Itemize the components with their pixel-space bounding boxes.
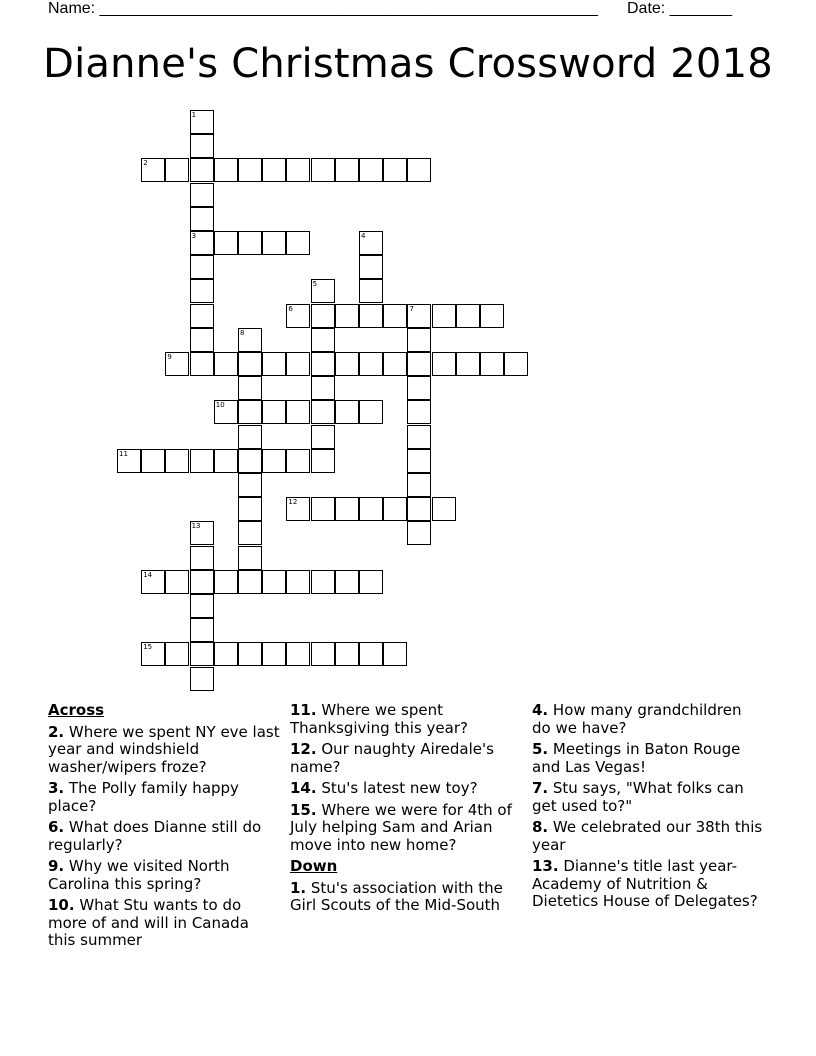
- down-clue-list: [290, 880, 522, 915]
- clue-number: 1.: [290, 878, 307, 897]
- grid-cell[interactable]: [311, 425, 335, 449]
- grid-cell[interactable]: [165, 642, 189, 666]
- name-field[interactable]: Name: ________________________________________________________: [48, 0, 598, 17]
- clue-number-label: 7: [409, 304, 414, 313]
- clue-item: [532, 819, 764, 854]
- grid-cell[interactable]: [383, 642, 407, 666]
- clue-item: [290, 741, 522, 776]
- grid-cell[interactable]: [286, 400, 310, 424]
- clue-number: 9.: [48, 857, 65, 875]
- clue-number-label: 11: [119, 449, 128, 458]
- date-field[interactable]: Date: _______: [627, 0, 732, 17]
- grid-cell[interactable]: [335, 497, 359, 521]
- grid-cell[interactable]: [407, 497, 431, 521]
- grid-cell[interactable]: [238, 642, 262, 666]
- grid-cell[interactable]: [190, 158, 214, 182]
- clue-item: [532, 780, 764, 815]
- clue-number-label: 10: [215, 401, 225, 410]
- grid-cell[interactable]: [311, 304, 335, 328]
- grid-cell[interactable]: [190, 328, 214, 352]
- grid-cell[interactable]: [432, 304, 456, 328]
- clue-item: [290, 702, 522, 737]
- clue-number-label: 13: [191, 522, 201, 531]
- across-clue-list: [48, 724, 280, 950]
- grid-cell[interactable]: [383, 158, 407, 182]
- grid-cell[interactable]: [214, 400, 238, 424]
- grid-cell[interactable]: [141, 158, 165, 182]
- grid-cell[interactable]: [311, 400, 335, 424]
- clue-text: The Polly family happy place?: [48, 779, 239, 815]
- grid-cell[interactable]: [286, 570, 310, 594]
- clue-number: 3.: [48, 779, 65, 797]
- grid-cell[interactable]: [456, 304, 480, 328]
- grid-cell[interactable]: [311, 570, 335, 594]
- grid-cell[interactable]: [335, 304, 359, 328]
- grid-cell[interactable]: [238, 231, 262, 255]
- clue-text: Stu's latest new toy?: [316, 779, 478, 797]
- grid-cell[interactable]: [432, 352, 456, 376]
- clue-number-label: 15: [143, 643, 153, 652]
- down-clue-list-continued: [532, 702, 764, 911]
- clue-item: [48, 858, 280, 893]
- clue-item: [48, 819, 280, 854]
- clue-number: 2.: [48, 722, 65, 741]
- clue-item: [290, 802, 522, 855]
- grid-cell[interactable]: [214, 231, 238, 255]
- grid-cell[interactable]: [190, 594, 214, 618]
- grid-cell[interactable]: [214, 642, 238, 666]
- clues-column-1: [48, 702, 280, 954]
- grid-cell[interactable]: [311, 279, 335, 303]
- grid-cell[interactable]: [286, 449, 310, 473]
- grid-cell[interactable]: [165, 449, 189, 473]
- grid-cell[interactable]: [286, 158, 310, 182]
- grid-cell[interactable]: [190, 618, 214, 642]
- grid-cell[interactable]: [407, 352, 431, 376]
- grid-cell[interactable]: [286, 352, 310, 376]
- clue-text: Why we visited North Carolina this spring?: [48, 857, 230, 893]
- grid-cell[interactable]: [262, 642, 286, 666]
- grid-cell[interactable]: [141, 449, 165, 473]
- grid-cell[interactable]: [190, 134, 214, 158]
- clue-text: Meetings in Baton Rouge and Las Vegas!: [532, 740, 741, 776]
- clue-text: Where we spent Thanksgiving this year?: [290, 701, 468, 737]
- clue-item: [48, 724, 280, 777]
- grid-cell[interactable]: [190, 255, 214, 279]
- clue-number: 8.: [532, 818, 549, 836]
- clue-number-label: 5: [312, 280, 318, 289]
- grid-cell[interactable]: [311, 497, 335, 521]
- grid-cell[interactable]: [262, 400, 286, 424]
- clue-number-label: 8: [240, 328, 245, 337]
- grid-cell[interactable]: [262, 231, 286, 255]
- clue-number: 7.: [532, 779, 549, 797]
- grid-cell[interactable]: [238, 328, 262, 352]
- grid-cell[interactable]: [383, 497, 407, 521]
- grid-cell[interactable]: [311, 352, 335, 376]
- grid-cell[interactable]: [141, 642, 165, 666]
- clue-item: [532, 741, 764, 776]
- grid-cell[interactable]: [141, 570, 165, 594]
- grid-cell[interactable]: [335, 352, 359, 376]
- clue-text: We celebrated our 38th this year: [532, 818, 763, 854]
- grid-cell[interactable]: [165, 570, 189, 594]
- grid-cell[interactable]: [504, 352, 528, 376]
- grid-cell[interactable]: [238, 521, 262, 545]
- grid-cell[interactable]: [432, 497, 456, 521]
- clue-item: [290, 780, 522, 798]
- grid-cell[interactable]: [286, 497, 310, 521]
- grid-cell[interactable]: [383, 352, 407, 376]
- grid-cell[interactable]: [117, 449, 141, 473]
- grid-cell[interactable]: [359, 158, 383, 182]
- header: [48, 0, 748, 20]
- grid-cell[interactable]: [480, 304, 504, 328]
- grid-cell[interactable]: [407, 425, 431, 449]
- grid-cell[interactable]: [407, 328, 431, 352]
- grid-cell[interactable]: [359, 642, 383, 666]
- grid-cell[interactable]: [214, 158, 238, 182]
- grid-cell[interactable]: [190, 667, 214, 691]
- down-heading: Down: [290, 857, 338, 875]
- grid-cell[interactable]: [335, 642, 359, 666]
- grid-cell[interactable]: [238, 570, 262, 594]
- grid-cell[interactable]: [190, 207, 214, 231]
- grid-cell[interactable]: [359, 352, 383, 376]
- clue-number: 6.: [48, 818, 65, 836]
- grid-cell[interactable]: [238, 473, 262, 497]
- grid-cell[interactable]: [238, 425, 262, 449]
- clue-text: Our naughty Airedale's name?: [290, 740, 494, 776]
- grid-cell[interactable]: [407, 304, 431, 328]
- grid-cell[interactable]: [238, 158, 262, 182]
- grid-cell[interactable]: [238, 352, 262, 376]
- grid-cell[interactable]: [262, 570, 286, 594]
- clue-text: Stu says, "What folks can get used to?": [532, 779, 744, 815]
- grid-cell[interactable]: [190, 352, 214, 376]
- grid-cell[interactable]: [214, 352, 238, 376]
- clue-number: 11.: [290, 701, 317, 719]
- grid-cell[interactable]: [359, 304, 383, 328]
- grid-cell[interactable]: [383, 304, 407, 328]
- grid-cell[interactable]: [359, 231, 383, 255]
- grid-cell[interactable]: [311, 449, 335, 473]
- across-heading: Across: [48, 701, 105, 719]
- grid-cell[interactable]: [311, 158, 335, 182]
- clue-number-label: 6: [288, 304, 293, 313]
- grid-cell[interactable]: [214, 449, 238, 473]
- grid-cell[interactable]: [311, 328, 335, 352]
- clue-item: [48, 780, 280, 815]
- clue-text: What Stu wants to do more of and will in Canada this summer: [48, 896, 249, 949]
- grid-cell[interactable]: [190, 110, 214, 134]
- grid-cell[interactable]: [311, 376, 335, 400]
- clue-number: 5.: [532, 740, 549, 758]
- grid-cell[interactable]: [407, 158, 431, 182]
- clue-number: 4.: [532, 701, 549, 719]
- grid-cell[interactable]: [359, 279, 383, 303]
- grid-cell[interactable]: [407, 449, 431, 473]
- clue-number: 15.: [290, 800, 317, 819]
- grid-cell[interactable]: [359, 570, 383, 594]
- clue-text: How many grandchildren do we have?: [532, 701, 742, 737]
- grid-cell[interactable]: [238, 497, 262, 521]
- grid-cell[interactable]: [456, 352, 480, 376]
- grid-cell[interactable]: [407, 400, 431, 424]
- grid-cell[interactable]: [190, 449, 214, 473]
- grid-cell[interactable]: [335, 570, 359, 594]
- clue-item: [532, 702, 764, 737]
- page-title: Dianne's Christmas Crossword 2018: [43, 41, 773, 87]
- grid-cell[interactable]: [262, 449, 286, 473]
- grid-cell[interactable]: [190, 546, 214, 570]
- grid-cell[interactable]: [165, 352, 189, 376]
- grid-cell[interactable]: [407, 473, 431, 497]
- clue-number: 10.: [48, 896, 75, 914]
- grid-cell[interactable]: [359, 255, 383, 279]
- clue-number: 12.: [290, 740, 317, 758]
- grid-cell[interactable]: [262, 352, 286, 376]
- clue-number-label: 3: [191, 232, 197, 240]
- clue-number-label: 2: [143, 159, 148, 168]
- grid-cell[interactable]: [214, 570, 238, 594]
- grid-cell[interactable]: [359, 497, 383, 521]
- clue-text: What does Dianne still do regularly?: [48, 818, 262, 854]
- across-clue-list-continued: [290, 702, 522, 854]
- clue-item: [48, 897, 280, 950]
- clue-number-label: 14: [143, 570, 153, 579]
- grid-cell[interactable]: [190, 642, 214, 666]
- clues-column-3: [532, 702, 764, 915]
- grid-cell[interactable]: [286, 304, 310, 328]
- clue-text: Where we were for 4th of July helping Sam and Arian move into new home?: [290, 800, 512, 854]
- clue-item: [532, 858, 764, 911]
- clue-number-label: 1: [191, 111, 197, 119]
- clue-number: 13.: [532, 857, 559, 875]
- grid-cell[interactable]: [286, 231, 310, 255]
- grid-cell[interactable]: [238, 546, 262, 570]
- grid-cell[interactable]: [407, 376, 431, 400]
- clue-item: [290, 880, 522, 915]
- clue-number-label: 9: [167, 353, 172, 361]
- clues-column-2: [290, 702, 522, 919]
- grid-cell[interactable]: [165, 158, 189, 182]
- clue-text: Stu's association with the Girl Scouts of the Mid-South: [290, 878, 503, 914]
- grid-cell[interactable]: [286, 642, 310, 666]
- grid-cell[interactable]: [480, 352, 504, 376]
- clue-number-label: 4: [361, 232, 366, 240]
- grid-cell[interactable]: [335, 400, 359, 424]
- grid-cell[interactable]: [335, 158, 359, 182]
- grid-cell[interactable]: [311, 642, 335, 666]
- grid-cell[interactable]: [407, 521, 431, 545]
- grid-cell[interactable]: [190, 521, 214, 545]
- clue-number: 14.: [290, 779, 317, 797]
- grid-cell[interactable]: [190, 304, 214, 328]
- clue-text: Where we spent NY eve last year and windshield washer/wipers froze?: [48, 722, 280, 776]
- grid-cell[interactable]: [238, 376, 262, 400]
- grid-cell[interactable]: [262, 158, 286, 182]
- grid-cell[interactable]: [190, 279, 214, 303]
- grid-cell[interactable]: [238, 400, 262, 424]
- grid-cell[interactable]: [190, 570, 214, 594]
- grid-cell[interactable]: [359, 400, 383, 424]
- grid-cell[interactable]: [238, 449, 262, 473]
- clue-text: Dianne's title last year- Academy of Nutrition & Dietetics House of Delegates?: [532, 857, 758, 910]
- grid-cell[interactable]: [190, 231, 214, 255]
- grid-cell[interactable]: [190, 183, 214, 207]
- clue-number-label: 12: [288, 498, 298, 507]
